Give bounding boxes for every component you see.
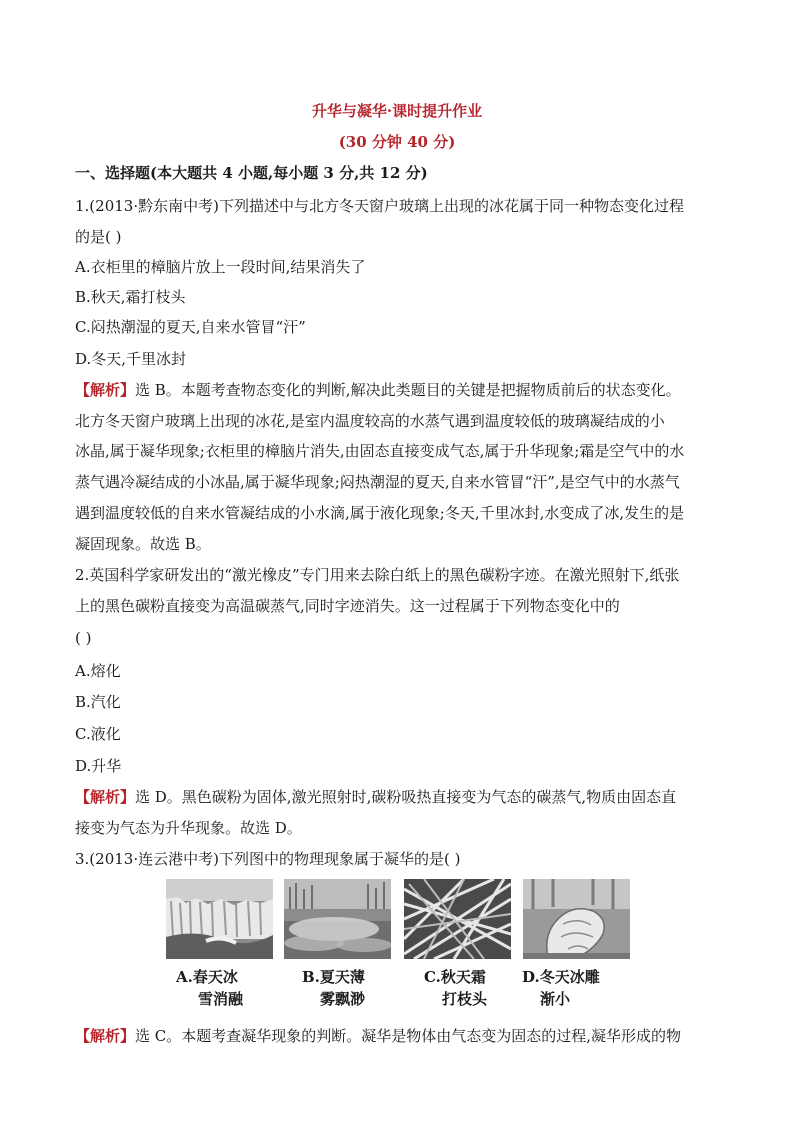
q3-image-row	[166, 879, 626, 959]
q1-analysis-line1	[75, 380, 681, 400]
caption-b-line1: B.夏天薄	[302, 968, 365, 986]
q1-stem-line1: 1.(2013·黔东南中考)下列描述中与北方冬天窗户玻璃上出现的冰花属于同一种物态变化过程	[75, 197, 684, 215]
q2-stem-line3: ( )	[75, 629, 92, 647]
caption-a-line2: 雪消融	[198, 990, 244, 1008]
analysis-tag: 【解析】	[75, 788, 136, 806]
q1-option-c: C.闷热潮湿的夏天,自来水管冒“汗”	[75, 318, 306, 336]
q2-stem-line1: 2.英国科学家研发出的“激光橡皮”专门用来去除白纸上的黑色碳粉字迹。在激光照射下,纸张	[75, 566, 680, 584]
caption-b	[302, 966, 365, 1010]
caption-c-line1: C.秋天霜	[424, 968, 486, 986]
q1-analysis-line6: 凝固现象。故选 B。	[75, 535, 211, 553]
caption-b-line2: 雾飘渺	[320, 990, 366, 1008]
caption-d-line2: 渐小	[540, 990, 571, 1008]
q2-stem-line2: 上的黑色碳粉直接变为高温碳蒸气,同时字迹消失。这一过程属于下列物态变化中的	[75, 597, 620, 615]
q3-stem-line1: 3.(2013·连云港中考)下列图中的物理现象属于凝华的是( )	[75, 850, 461, 868]
q2-option-b: B.汽化	[75, 693, 121, 711]
caption-a-line1: A.春天冰	[176, 968, 238, 986]
q1-analysis-line2: 北方冬天窗户玻璃上出现的冰花,是室内温度较高的水蒸气遇到温度较低的玻璃凝结成的小	[75, 412, 665, 430]
section-heading: 一、选择题(本大题共 4 小题,每小题 3 分,共 12 分)	[75, 164, 428, 182]
caption-c-line2: 打枝头	[442, 990, 488, 1008]
time-score-subtitle: (30 分钟 40 分)	[338, 133, 456, 151]
q1-analysis-line4: 蒸气遇冷凝结成的小冰晶,属于凝华现象;闷热潮湿的夏天,自来水管冒“汗”,是空气中的水蒸气	[75, 473, 680, 491]
page-title: 升华与凝华·课时提升作业	[311, 102, 483, 120]
q2-analysis-line1	[75, 787, 676, 807]
photo-frost	[404, 879, 511, 959]
q2-option-c: C.液化	[75, 725, 121, 743]
q1-analysis-line5: 遇到温度较低的自来水管凝结成的小水滴,属于液化现象;冬天,千里冰封,水变成了冰,发生的是	[75, 504, 685, 522]
q1-option-b: B.秋天,霜打枝头	[75, 288, 186, 306]
q2-analysis-line2: 接变为气态为升华现象。故选 D。	[75, 819, 302, 837]
caption-c	[424, 966, 487, 1010]
photo-fog	[284, 879, 391, 959]
q2-option-a: A.熔化	[75, 662, 121, 680]
q1-option-a: A.衣柜里的樟脑片放上一段时间,结果消失了	[75, 258, 366, 276]
q1-analysis-text1: 选 B。本题考查物态变化的判断,解决此类题目的关键是把握物质前后的状态变化。	[135, 381, 681, 399]
q1-stem-line2: 的是( )	[75, 228, 122, 246]
analysis-tag: 【解析】	[75, 381, 136, 399]
q1-option-d: D.冬天,千里冰封	[75, 350, 187, 368]
analysis-tag: 【解析】	[75, 1027, 136, 1045]
caption-d	[522, 966, 600, 1010]
q3-analysis-text1: 选 C。本题考查凝华现象的判断。凝华是物体由气态变为固态的过程,凝华形成的物	[135, 1027, 682, 1045]
q2-option-d: D.升华	[75, 757, 122, 775]
q3-analysis-line1	[75, 1026, 681, 1046]
photo-melting-ice	[166, 879, 273, 959]
caption-a	[176, 966, 243, 1010]
q2-analysis-text1: 选 D。黑色碳粉为固体,激光照射时,碳粉吸热直接变为气态的碳蒸气,物质由固态直	[135, 788, 677, 806]
q1-analysis-line3: 冰晶,属于凝华现象;衣柜里的樟脑片消失,由固态直接变成气态,属于升华现象;霜是空气中的水	[75, 442, 685, 460]
caption-d-line1: D.冬天冰雕	[522, 968, 600, 986]
photo-ice-sculpture	[523, 879, 630, 959]
